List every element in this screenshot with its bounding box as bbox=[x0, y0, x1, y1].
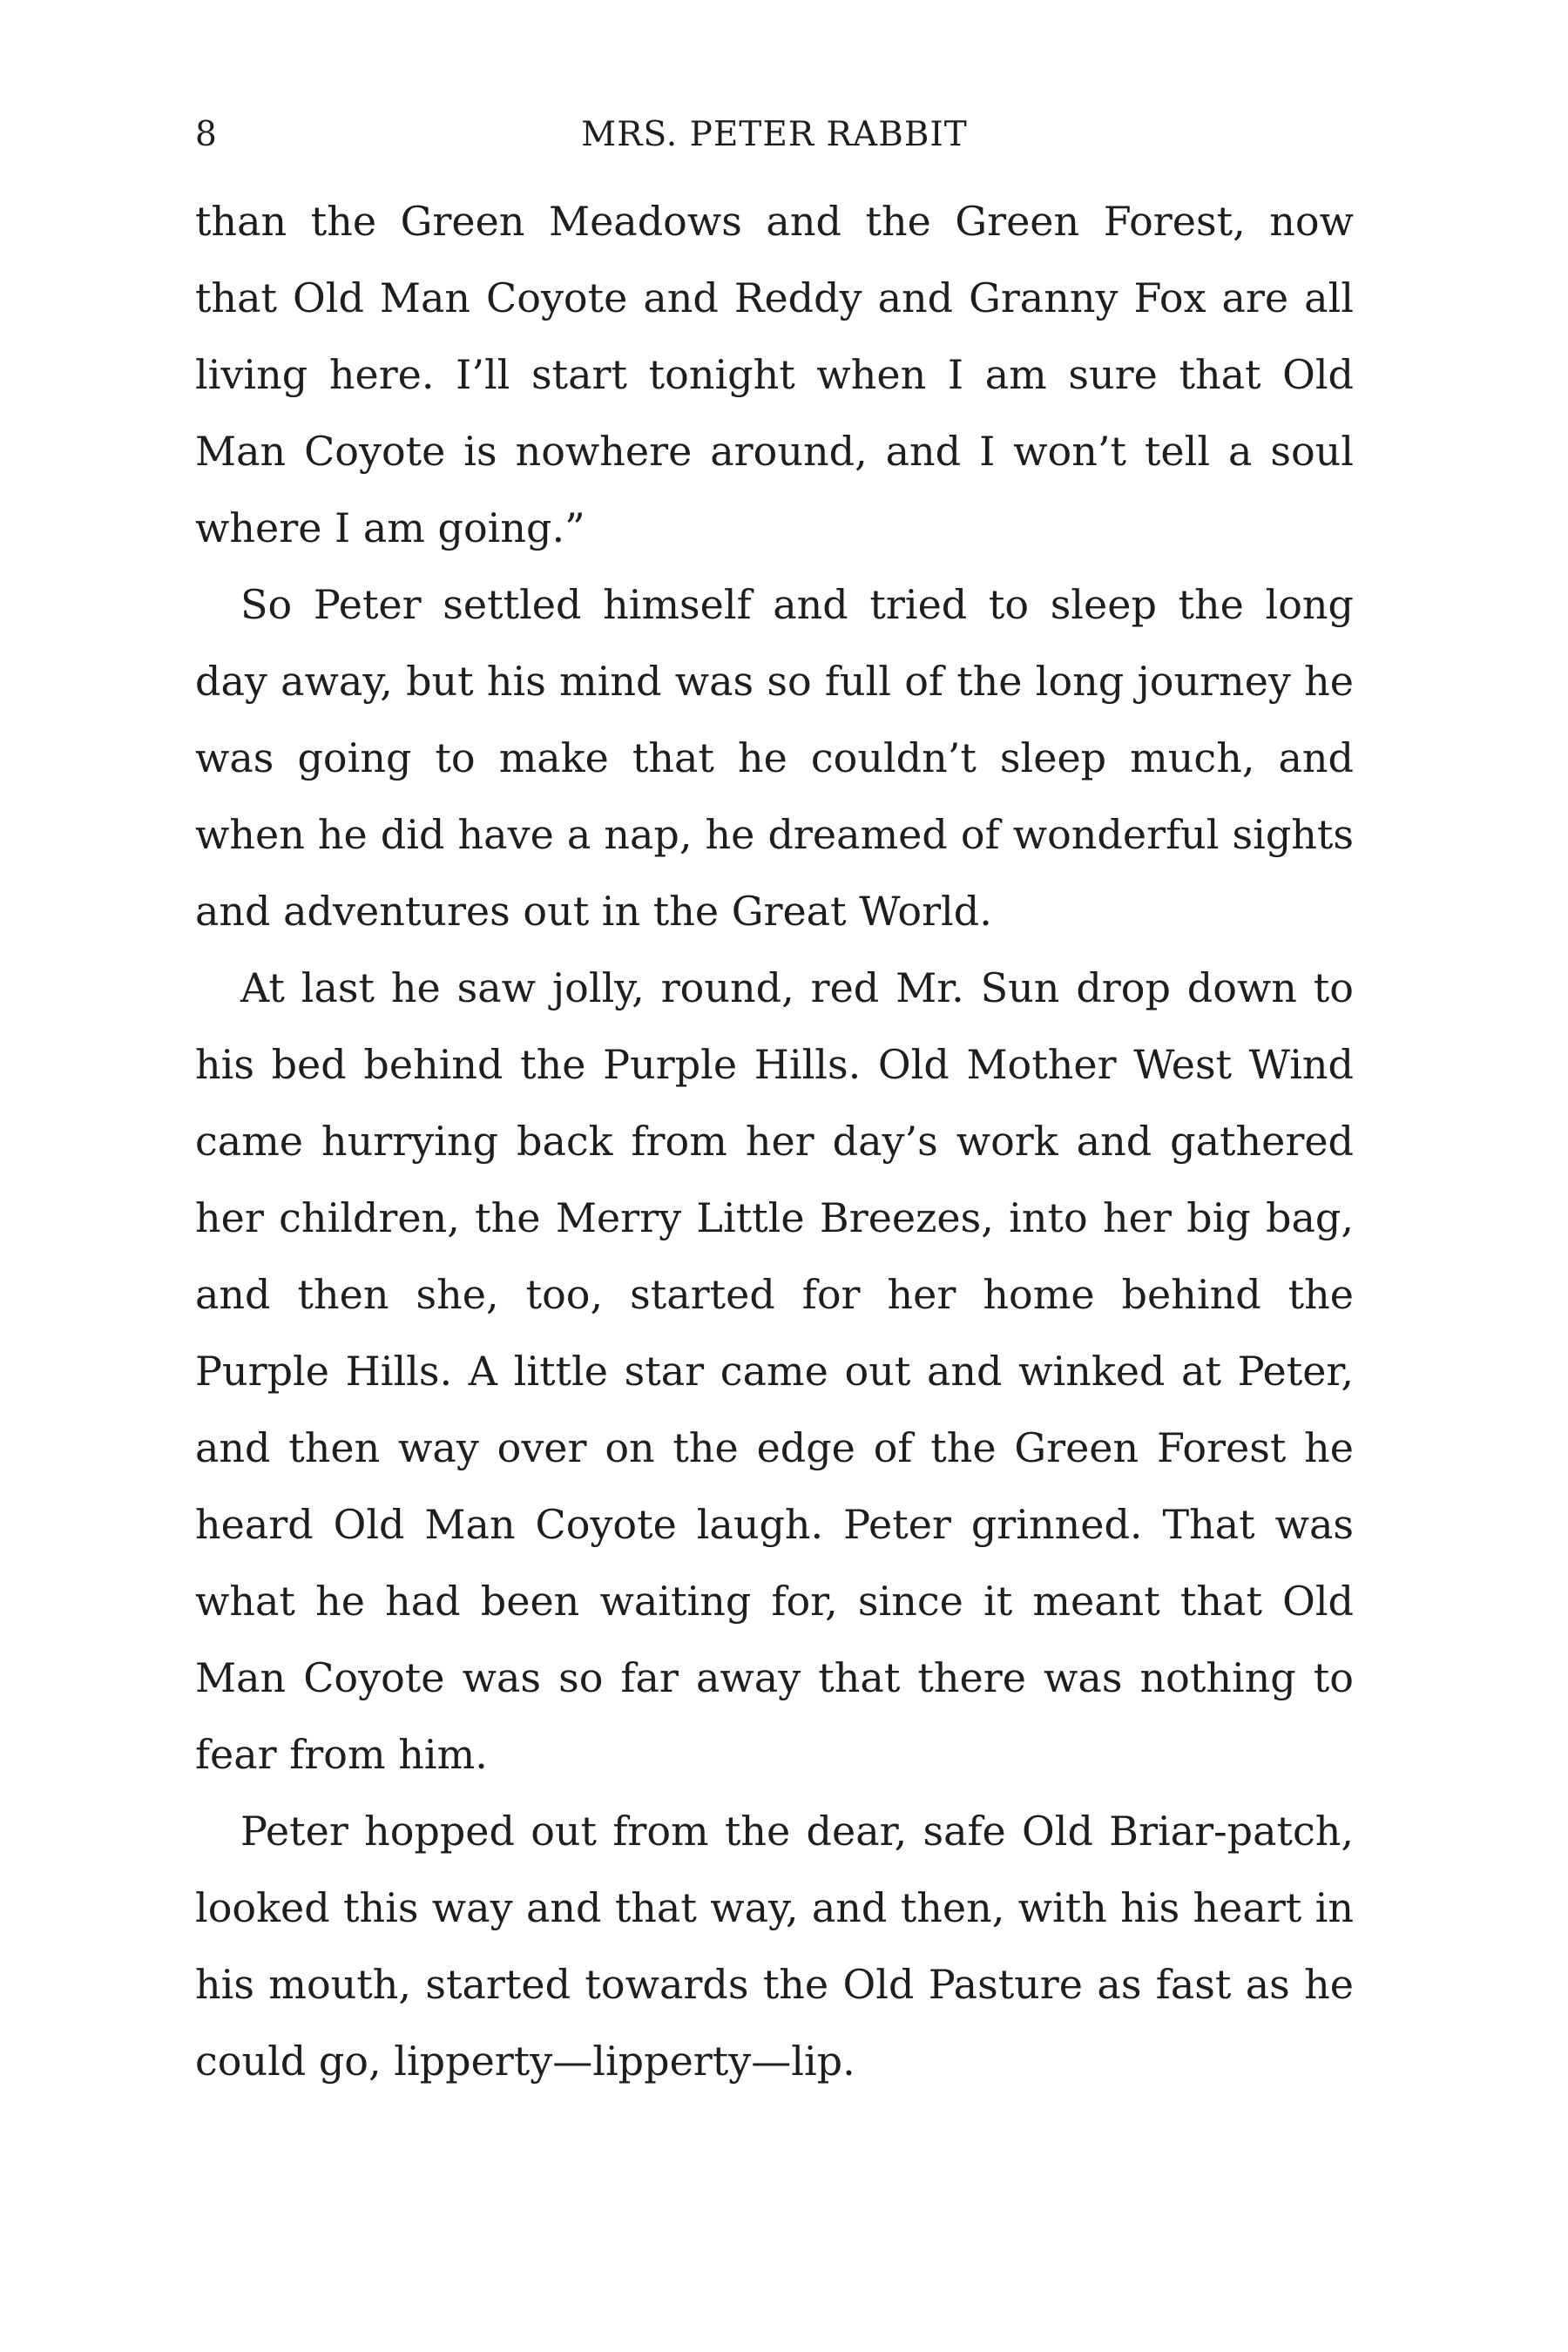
paragraph-4: Peter hopped out from the dear, safe Old Briar-patch, looked this way and that way, and then, with his heart in his mouth, started towards the Old Pasture as fast as he could go, lipperty—lipperty—lip. bbox=[195, 1808, 1354, 2085]
paragraph-1: than the Green Meadows and the Green Forest, now that Old Man Coyote and Reddy and Granny Fox are all living here. I’ll start tonight when I am sure that Old Man Coyote is nowhere around, and I won’t tell a soul where I am going.” bbox=[195, 198, 1354, 551]
body-text bbox=[195, 183, 1354, 2099]
paragraph-2: So Peter settled himself and tried to sleep the long day away, but his mind was so full of the long journey he was going to make that he couldn’t sleep much, and when he did have a nap, he dreamed of wonderful sights and adventures out in the Great World. bbox=[195, 581, 1354, 935]
paragraph-3: At last he saw jolly, round, red Mr. Sun drop down to his bed behind the Purple Hills. Old Mother West Wind came hurrying back from her day’s work and gathered her children, the Merry Little Breezes, into her big bag, and then she, too, started for her home behind the Purple Hills. A little star came out and winked at Peter, and then way over on the edge of the Green Forest he heard Old Man Coyote laugh. Peter grinned. That was what he had been waiting for, since it meant that Old Man Coyote was so far away that there was nothing to fear from him. bbox=[195, 964, 1354, 1778]
page-number: 8 bbox=[195, 115, 218, 154]
running-head bbox=[195, 105, 1354, 166]
running-title: MRS. PETER RABBIT bbox=[581, 115, 968, 154]
